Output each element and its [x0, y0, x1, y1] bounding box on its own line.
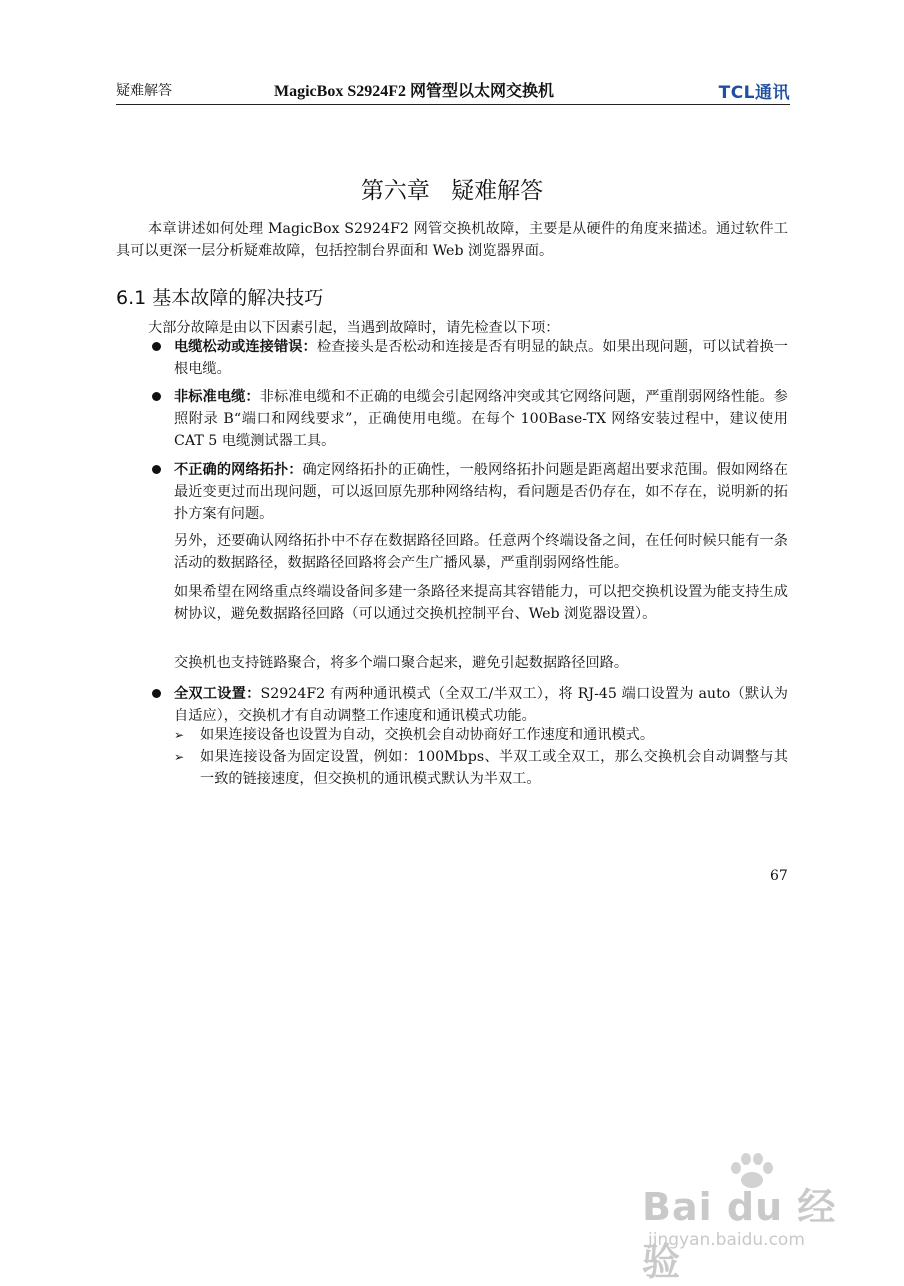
bullet-text: 非标准电缆和不正确的电缆会引起网络冲突或其它网络问题，严重削弱网络性能。参照附录 B“端口和网线要求”，正确使用电缆。在每个 100Base-TX 网络安装过程中，建议使用 CAT 5 电缆测试器工具。 — [174, 389, 788, 449]
sub-bullet-text: 如果连接设备为固定设置，例如：100Mbps、半双工或全双工，那么交换机会自动调整与其一致的链接速度，但交换机的通讯模式默认为半双工。 — [200, 749, 788, 787]
lead-paragraph: 大部分故障是由以下因素引起，当遇到故障时，请先检查以下项： — [148, 320, 560, 336]
bullet-icon — [152, 342, 161, 351]
bullet-icon — [152, 465, 161, 474]
intro-paragraph: 本章讲述如何处理 MagicBox S2924F2 网管交换机故障，主要是从硬件的角度来描述。通过软件工具可以更深一层分析疑难故障，包括控制台界面和 Web 浏览器界面。 — [116, 221, 788, 259]
section-title: 6.1 基本故障的解决技巧 — [116, 287, 324, 309]
chapter-title: 第六章 疑难解答 — [360, 178, 544, 204]
bullet-term: 电缆松动或连接错误： — [174, 339, 317, 355]
bullet-term: 全双工设置： — [174, 686, 261, 702]
topology-paragraph: 另外，还要确认网络拓扑中不存在数据路径回路。任意两个终端设备之间，在任何时候只能有一条活动的数据路径，数据路径回路将会产生广播风暴，严重削弱网络性能。 — [174, 533, 788, 571]
bullet-text: S2924F2 有两种通讯模式（全双工/半双工），将 RJ-45 端口设置为 auto（默认为自适应），交换机才有自动调整工作速度和通讯模式功能。 — [174, 686, 788, 724]
topology-paragraph: 如果希望在网络重点终端设备间多建一条路径来提高其容错能力，可以把交换机设置为能支持生成树协议，避免数据路径回路（可以通过交换机控制平台、Web 浏览器设置）。 — [174, 584, 788, 622]
topology-paragraph: 交换机也支持链路聚合，将多个端口聚合起来，避免引起数据路径回路。 — [174, 655, 629, 671]
header-section-name: 疑难解答 — [116, 83, 172, 99]
bullet-term: 不正确的网络拓扑： — [174, 462, 303, 478]
watermark-url: jingyan.baidu.com — [648, 1230, 805, 1250]
watermark-brand: Bai du 经验 — [642, 1185, 837, 1284]
bullet-term: 非标准电缆： — [174, 389, 260, 405]
arrow-bullet-icon: ➢ — [174, 750, 185, 764]
bullet-text: 确定网络拓扑的正确性，一般网络拓扑问题是距离超出要求范围。假如网络在最近变更过而出现问题，可以返回原先那种网络结构，看问题是否仍存在，如不存在，说明新的拓扑方案有问题。 — [174, 462, 788, 522]
header-document-title: MagicBox S2924F2 网管型以太网交换机 — [274, 83, 554, 100]
arrow-bullet-icon: ➢ — [174, 728, 185, 742]
tcl-logo: TCL通讯 — [718, 83, 790, 103]
baidu-watermark — [642, 1150, 842, 1284]
bullet-icon — [152, 689, 161, 698]
bullet-icon — [152, 392, 161, 401]
page-number: 67 — [770, 868, 788, 884]
sub-bullet-text: 如果连接设备也设置为自动，交换机会自动协商好工作速度和通讯模式。 — [200, 727, 655, 743]
running-header — [116, 78, 790, 105]
bullet-text: 检查接头是否松动和连接是否有明显的缺点。如果出现问题，可以试着换一根电缆。 — [174, 339, 788, 377]
